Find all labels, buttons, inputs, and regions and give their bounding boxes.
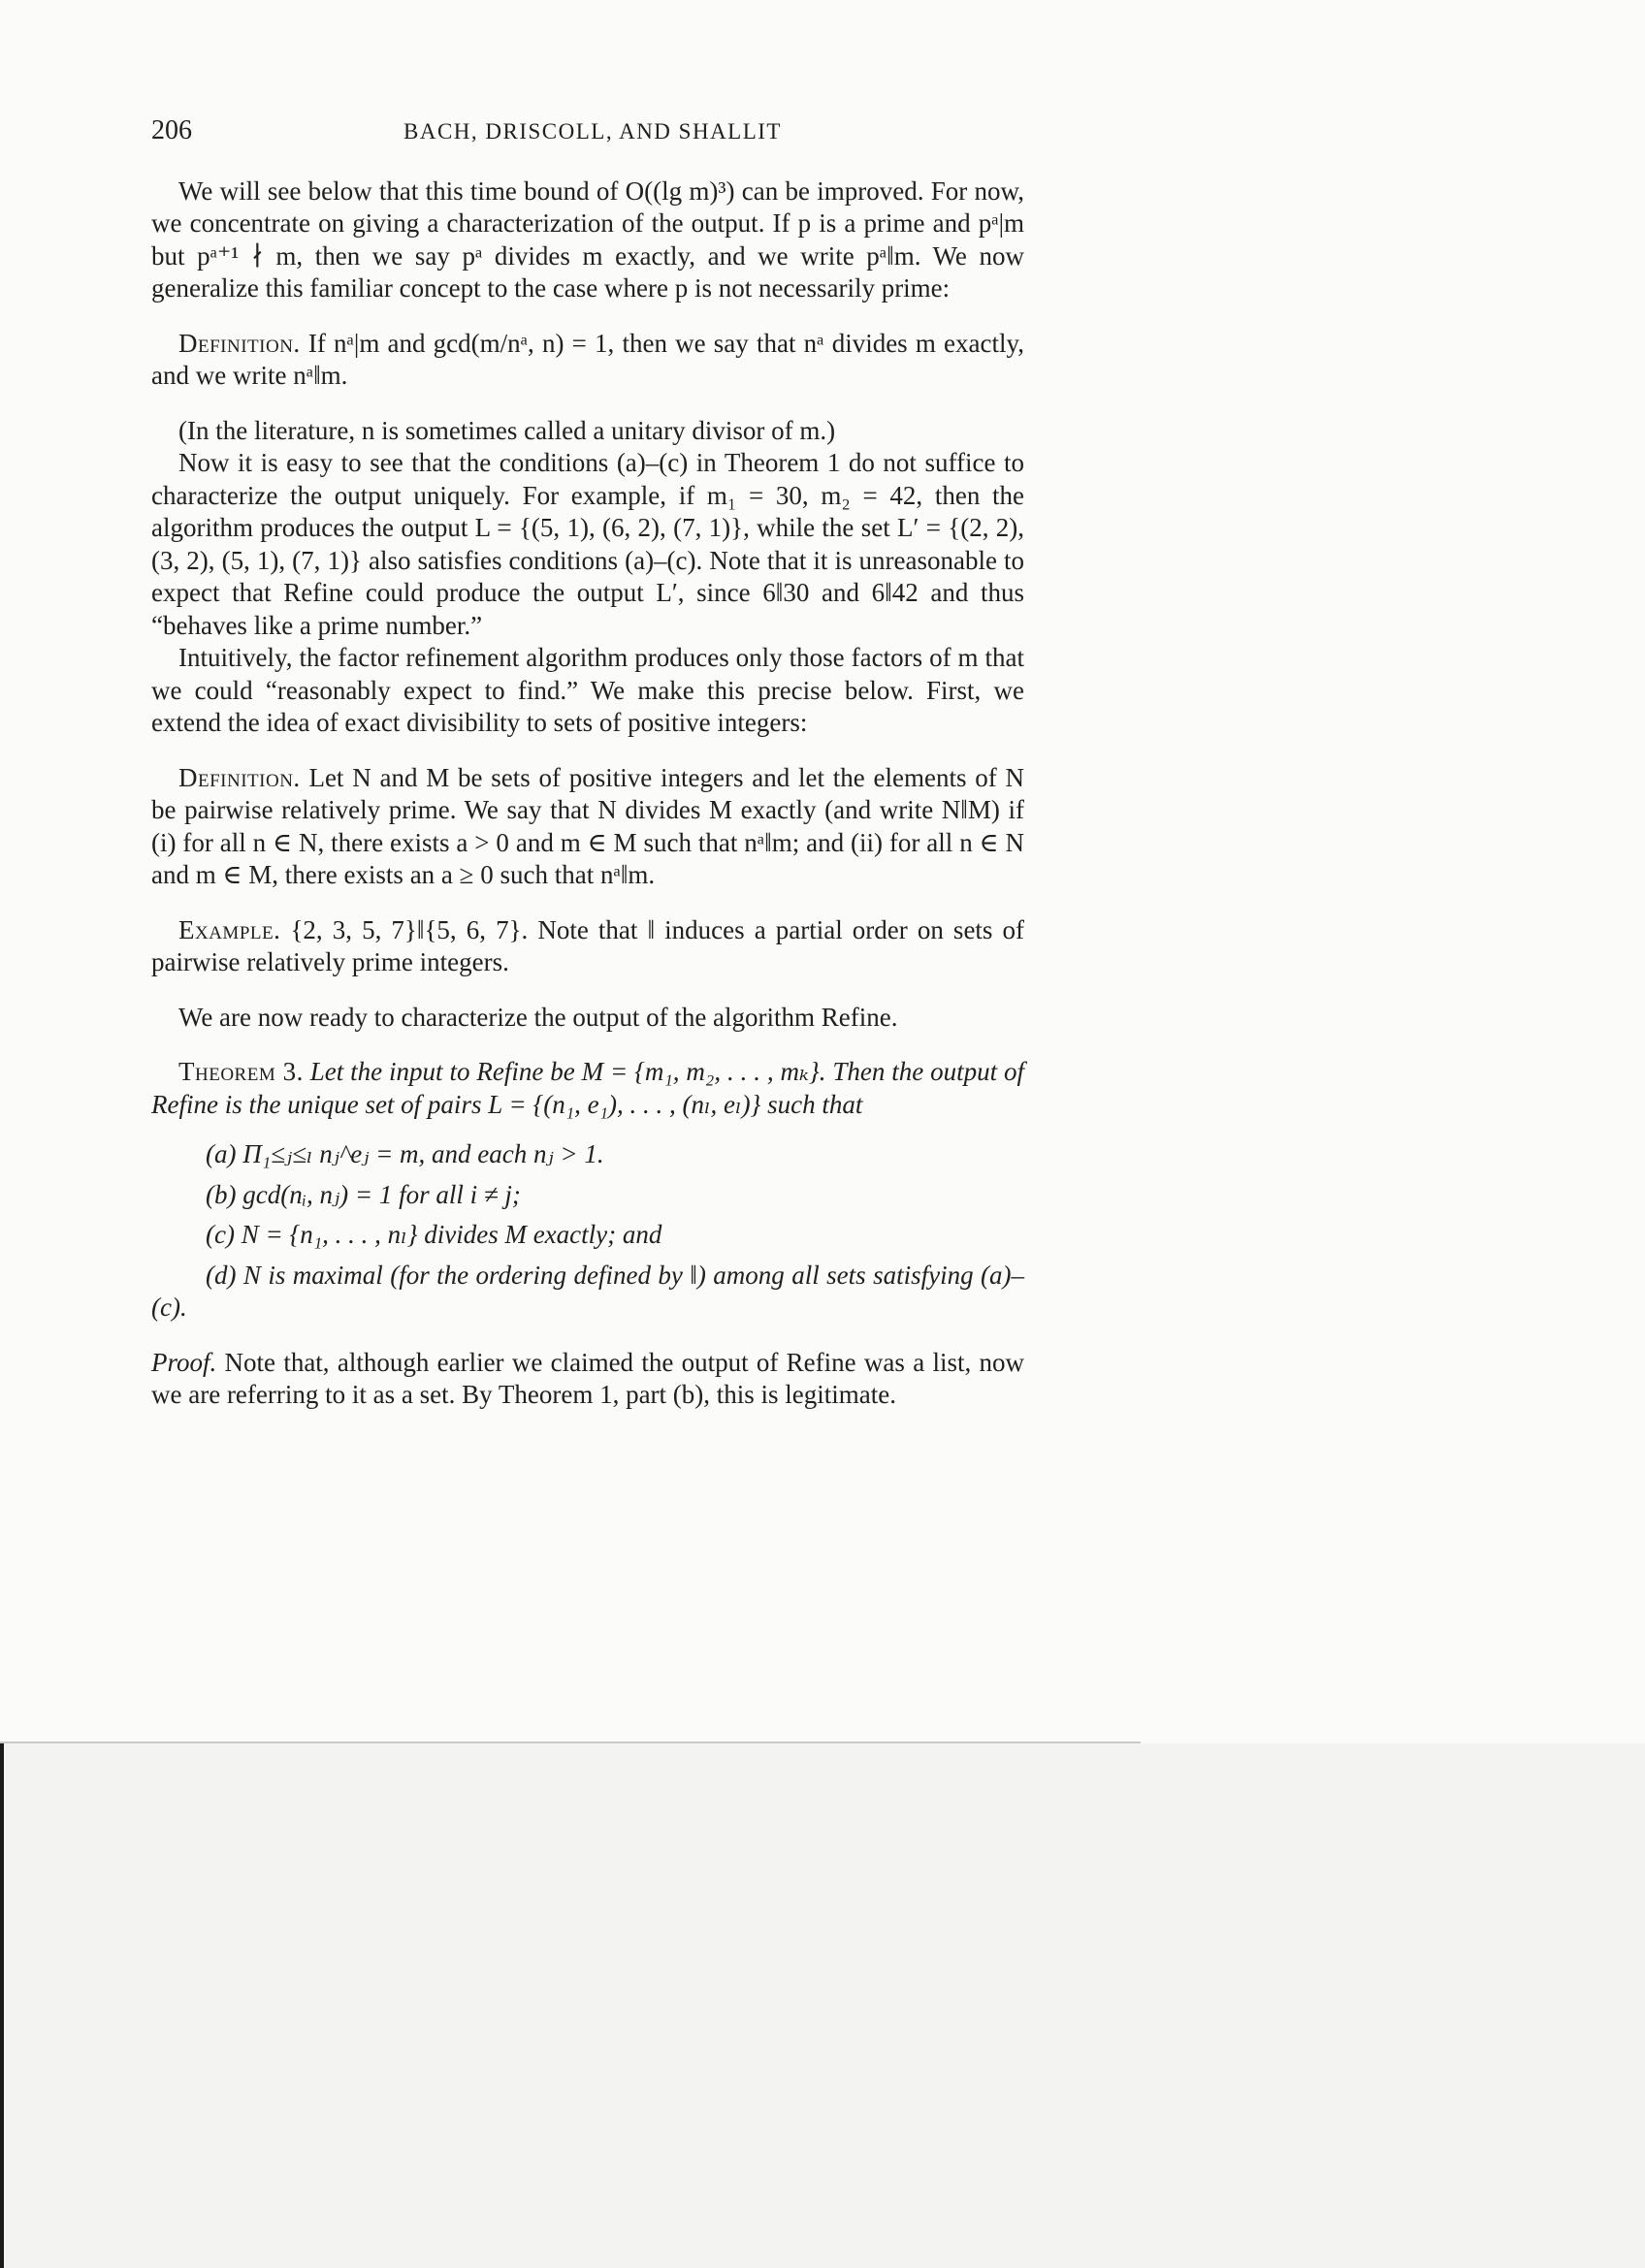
page-header [151,114,1024,148]
paragraph-1: We will see below that this time bound of O((lg m)³) can be improved. For now, we concentrate on giving a characterization of the output. If p is a prime and pᵃ|m but pᵃ⁺¹ ∤ m, then we say pᵃ divides m exactly, and we write pᵃ‖m. We now generalize this familiar concept to the case where p is not necessarily prime: [151,176,1024,303]
condition-c: (c) N = {n₁, . . . , nₗ} divides M exactly; and [206,1220,662,1249]
paragraph-5: We are now ready to characterize the output of the algorithm Refine. [178,1002,898,1032]
paragraph-4: Intuitively, the factor refinement algorithm produces only those factors of m that we could “reasonably expect to find.” We make this precise below. First, we extend the idea of exact divisibility to sets of positive integers: [151,643,1024,737]
definition-1-label: Definition. [178,328,301,358]
paragraph-2: (In the literature, n is sometimes called a unitary divisor of m.) [178,415,836,445]
definition-2-text: Let N and M be sets of positive integers and let the elements of N be pairwise relatively prime. We say that N divides M exactly (and write N‖M) if (i) for all n ∈ N, there exists a > 0 and m ∈ M such that nᵃ‖m; and (ii) for all n ∈ N and m ∈ M, there exists an a ≥ 0 such that nᵃ‖m. [151,762,1024,889]
definition-2-label: Definition. [178,762,301,792]
paper-page [151,114,1024,1412]
paragraph-3: Now it is easy to see that the conditions (a)–(c) in Theorem 1 do not suffice to characterize the output uniquely. For example, if m₁ = 30, m₂ = 42, then the algorithm produces the output L = {(5, 1), (6, 2), (7, 1)}, while the set L′ = {(2, 2), (3, 2), (5, 1), (7, 1)} also satisfies conditions (a)–(c). Note that it is unreasonable to expect that Refine could produce the output L′, since 6‖30 and 6‖42 and thus “behaves like a prime number.” [151,448,1024,640]
proof [151,1347,1024,1412]
page-number: 206 [151,115,192,145]
definition-1 [151,328,1024,393]
proof-label: Proof. [151,1347,217,1377]
example-text: {2, 3, 5, 7}‖{5, 6, 7}. Note that ‖ induces a partial order on sets of pairwise relatively prime integers. [151,914,1025,976]
definition-2 [151,762,1024,892]
running-head: BACH, DRISCOLL, AND SHALLIT [403,119,782,144]
condition-b: (b) gcd(nᵢ, nⱼ) = 1 for all i ≠ j; [206,1179,521,1209]
theorem-conditions [151,1138,1024,1325]
definition-1-text: If nᵃ|m and gcd(m/nᵃ, n) = 1, then we say that nᵃ divides m exactly, and we write nᵃ‖m. [151,328,1024,390]
theorem-text: Let the input to Refine be M = {m₁, m₂, . . . , mₖ}. Then the output of Refine is the unique set of pairs L = {(n₁, e₁), . . . , (nₗ, eₗ)} such that [151,1057,1025,1119]
condition-d: (d) N is maximal (for the ordering defined by ‖) among all sets satisfying (a)–(c). [151,1260,1024,1322]
proof-text: Note that, although earlier we claimed the output of Refine was a list, now we are referring to it as a set. By Theorem 1, part (b), this is legitimate. [151,1347,1025,1409]
condition-a: (a) Π₁≤ⱼ≤ₗ nⱼ^eⱼ = m, and each nⱼ > 1. [206,1139,604,1168]
example-label: Example. [178,914,281,944]
theorem-label: Theorem 3. [178,1057,304,1086]
example [151,914,1024,979]
theorem-3 [151,1056,1024,1121]
scan-background [4,1743,1645,2268]
